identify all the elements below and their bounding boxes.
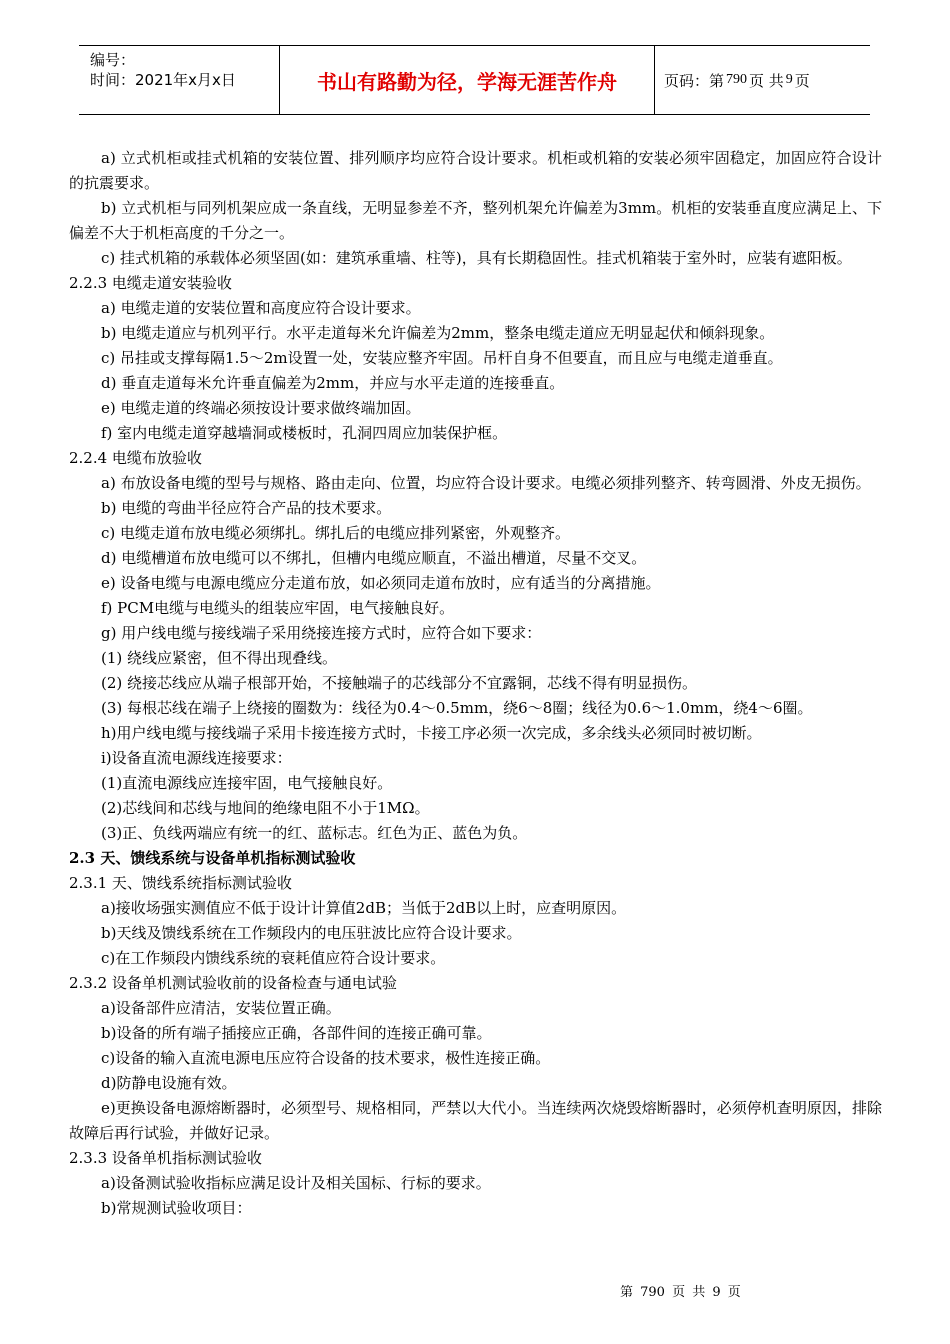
header-page-info — [655, 46, 870, 114]
page-suffix: 页 共 — [749, 71, 784, 90]
paragraph: e) 电缆走道的终端必须按设计要求做终端加固。 — [101, 399, 421, 417]
paragraph: d)防静电设施有效。 — [101, 1074, 237, 1092]
paragraph: a)设备测试验收指标应满足设计及相关国标、行标的要求。 — [101, 1174, 491, 1192]
paragraph: (1)直流电源线应连接牢固，电气接触良好。 — [101, 774, 393, 792]
paragraph: c) 吊挂或支撑每隔1.5～2m设置一处，安装应整齐牢固。吊杆自身不但要直，而且应与电缆走道垂直。 — [101, 349, 783, 367]
paragraph: (3) 每根芯线在端子上绕接的圈数为：线径为0.4～0.5mm，绕6～8圈；线径为0.6～1.0mm，绕4～6圈。 — [101, 699, 813, 717]
paragraph: c) 电缆走道布放电缆必须绑扎。绑扎后的电缆应排列紧密，外观整齐。 — [101, 524, 571, 542]
paragraph: (3)正、负线两端应有统一的红、蓝标志。红色为正、蓝色为负。 — [101, 824, 528, 842]
page-header — [79, 45, 870, 115]
paragraph: a)设备部件应清洁，安装位置正确。 — [101, 999, 341, 1017]
paragraph: b) 电缆的弯曲半径应符合产品的技术要求。 — [101, 499, 392, 517]
paragraph: g) 用户线电缆与接线端子采用绕接连接方式时，应符合如下要求： — [101, 624, 542, 642]
paragraph: (1) 绕线应紧密，但不得出现叠线。 — [101, 649, 338, 667]
paragraph: b) 电缆走道应与机列平行。水平走道每米允许偏差为2mm，整条电缆走道应无明显起伏和倾斜现象。 — [101, 324, 775, 342]
paragraph: c)设备的输入直流电源电压应符合设备的技术要求，极性连接正确。 — [101, 1049, 551, 1067]
total-pages: 9 — [785, 72, 793, 87]
paragraph: c) 挂式机箱的承载体必须坚固(如：建筑承重墙、柱等)，具有长期稳固性。挂式机箱装于室外时，应装有遮阳板。 — [101, 249, 852, 267]
paragraph: f) PCM电缆与电缆头的组装应牢固，电气接触良好。 — [101, 599, 455, 617]
paragraph: a) 布放设备电缆的型号与规格、路由走向、位置，均应符合设计要求。电缆必须排列整齐、转弯圆滑、外皮无损伤。 — [101, 474, 871, 492]
page-number: 790 — [726, 72, 748, 87]
total-suffix: 页 — [794, 71, 810, 90]
paragraph: b)天线及馈线系统在工作频段内的电压驻波比应符合设计要求。 — [101, 924, 522, 942]
section-heading: 2.3.2 设备单机测试验收前的设备检查与通电试验 — [69, 974, 397, 992]
paragraph: a) 电缆走道的安装位置和高度应符合设计要求。 — [101, 299, 421, 317]
section-heading: 2.3.1 天、馈线系统指标测试验收 — [69, 874, 292, 892]
section-heading: 2.2.3 电缆走道安装验收 — [69, 274, 232, 292]
paragraph: e) 设备电缆与电源电缆应分走道布放，如必须同走道布放时，应有适当的分离措施。 — [101, 574, 661, 592]
paragraph: c)在工作频段内馈线系统的衰耗值应符合设计要求。 — [101, 949, 446, 967]
document-body — [69, 146, 882, 1221]
paragraph: (2) 绕接芯线应从端子根部开始，不接触端子的芯线部分不宜露铜，芯线不得有明显损伤。 — [101, 674, 698, 692]
paragraph: a)接收场强实测值应不低于设计计算值2dB；当低于2dB以上时，应查明原因。 — [101, 899, 627, 917]
section-heading: 2.3 天、馈线系统与设备单机指标测试验收 — [69, 849, 356, 867]
header-motto: 书山有路勤为径，学海无涯苦作舟 — [280, 46, 655, 114]
paragraph: h)用户线电缆与接线端子采用卡接连接方式时，卡接工序必须一次完成，多余线头必须同时被切断。 — [101, 724, 762, 742]
paragraph: d) 电缆槽道布放电缆可以不绑扎，但槽内电缆应顺直，不溢出槽道，尽量不交叉。 — [101, 549, 647, 567]
paragraph: e)更换设备电源熔断器时，必须型号、规格相同，严禁以大代小。当连续两次烧毁熔断器时，必须停机查明原因，排除故障后再行试验，并做好记录。 — [69, 1099, 882, 1142]
paragraph: d) 垂直走道每米允许垂直偏差为2mm，并应与水平走道的连接垂直。 — [101, 374, 565, 392]
page-footer: 第 790 页 共 9 页 — [620, 1285, 741, 1300]
page-prefix: 页码：第 — [664, 71, 725, 90]
paragraph: b)常规测试验收项目： — [101, 1199, 252, 1217]
paragraph: a) 立式机柜或挂式机箱的安装位置、排列顺序均应符合设计要求。机柜或机箱的安装必须牢固稳定，加固应符合设计的抗震要求。 — [69, 149, 882, 192]
section-heading: 2.3.3 设备单机指标测试验收 — [69, 1149, 262, 1167]
paragraph: b)设备的所有端子插接应正确，各部件间的连接正确可靠。 — [101, 1024, 492, 1042]
paragraph: (2)芯线间和芯线与地间的绝缘电阻不小于1MΩ。 — [101, 799, 430, 817]
document-time: 时间：2021年x月x日 — [90, 71, 236, 89]
section-heading: 2.2.4 电缆布放验收 — [69, 449, 202, 467]
paragraph: b) 立式机柜与同列机架应成一条直线，无明显参差不齐，整列机架允许偏差为3mm。机柜的安装垂直度应满足上、下偏差不大于机柜高度的千分之一。 — [69, 199, 882, 242]
document-number: 编号： — [90, 51, 136, 69]
paragraph: f) 室内电缆走道穿越墙洞或楼板时，孔洞四周应加装保护框。 — [101, 424, 508, 442]
header-meta — [79, 46, 280, 114]
paragraph: i)设备直流电源线连接要求： — [101, 749, 292, 767]
